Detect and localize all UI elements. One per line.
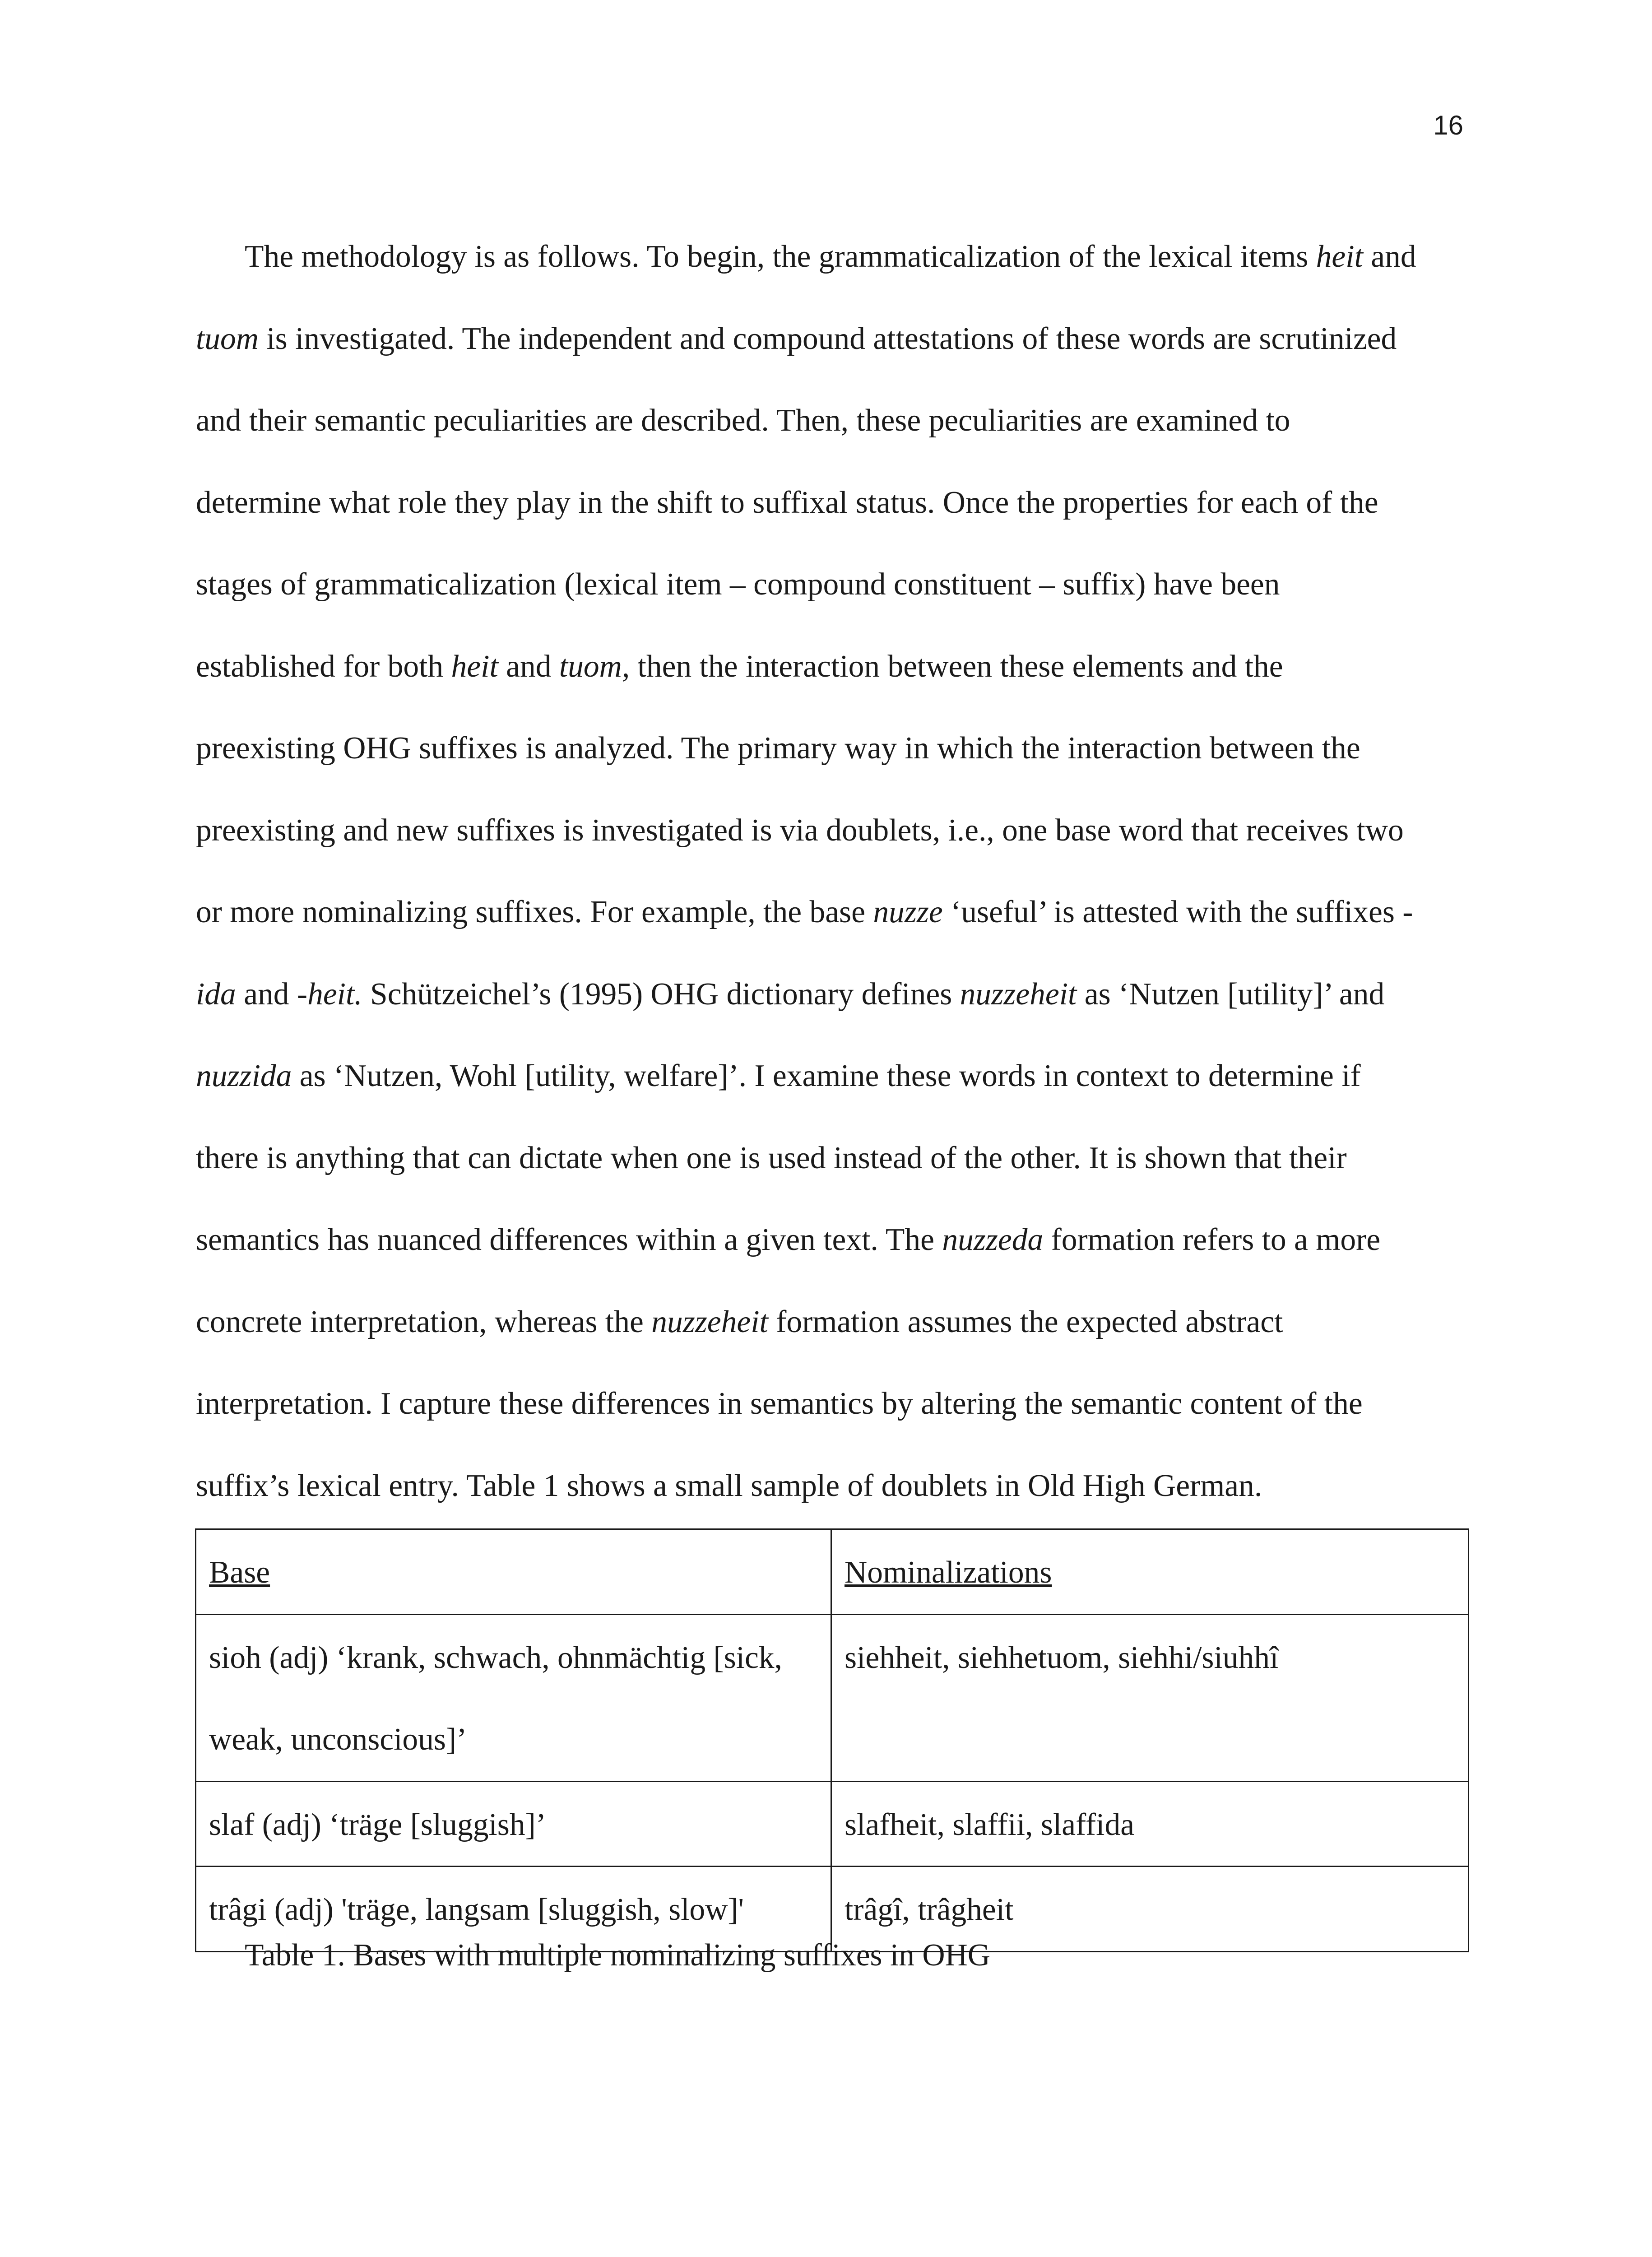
paragraph-line	[196, 380, 1468, 462]
nominalizations-text: slafheit, slaffii, slaffida	[845, 1807, 1135, 1842]
table-caption: Table 1. Bases with multiple nominalizing suffixes in OHG	[245, 1938, 990, 1973]
text-run: as ‘Nutzen [utility]’ and	[1077, 976, 1385, 1012]
italic-term: tuom	[196, 321, 259, 356]
text-run: or more nominalizing suffixes. For example, the base	[196, 895, 873, 929]
text-run: concrete interpretation, whereas the	[196, 1304, 652, 1339]
paragraph-line	[196, 1363, 1468, 1445]
page-number: 16	[1433, 110, 1463, 140]
methodology-paragraph	[196, 216, 1468, 1527]
paragraph-line	[196, 216, 1468, 298]
italic-term: nuzze	[873, 895, 943, 929]
table-row	[196, 1781, 1469, 1867]
paragraph-line	[196, 1281, 1468, 1363]
text-run: determine what role they play in the shift to suffixal status. Once the properties for each of the	[196, 485, 1378, 520]
nominalizations-text: siehheit, siehhetuom, siehhi/siuhhî	[845, 1640, 1279, 1675]
paragraph-line	[196, 789, 1468, 872]
text-run: formation assumes the expected abstract	[768, 1304, 1283, 1339]
base-text-line: slaf (adj) ‘träge [sluggish]’	[209, 1807, 546, 1842]
text-run: established for both	[196, 649, 451, 684]
text-run: semantics has nuanced differences within a given text. The	[196, 1222, 942, 1257]
italic-term: -heit.	[297, 976, 362, 1012]
paragraph-line	[196, 1445, 1468, 1527]
base-text-line: trâgi (adj) 'träge, langsam [sluggish, slow]'	[209, 1892, 744, 1927]
text-run: stages of grammaticalization (lexical item – compound constituent – suffix) have been	[196, 567, 1280, 602]
text-run: Schützeichel’s (1995) OHG dictionary defines	[362, 976, 960, 1012]
text-run: , then the interaction between these elements and the	[622, 649, 1283, 684]
text-run: is investigated. The independent and compound attestations of these words are scrutinized	[259, 321, 1397, 356]
italic-term: nuzzeheit	[960, 976, 1077, 1012]
text-run: and	[1363, 239, 1416, 274]
text-run: preexisting OHG suffixes is analyzed. The primary way in which the interaction between the	[196, 731, 1360, 766]
header-nominalizations: Nominalizations	[831, 1529, 1469, 1615]
table-header-row	[196, 1529, 1469, 1615]
paragraph-line	[196, 1199, 1468, 1281]
paragraph-line	[196, 543, 1468, 626]
text-run: ‘useful’ is attested with the suffixes -	[942, 895, 1413, 929]
base-text-line: sioh (adj) ‘krank, schwach, ohnmächtig [sick,	[209, 1640, 782, 1675]
italic-term: nuzzida	[196, 1059, 292, 1093]
text-run: The methodology is as follows. To begin, the grammaticalization of the lexical items	[245, 239, 1316, 274]
italic-term: nuzzeheit	[651, 1304, 768, 1339]
italic-term: heit	[451, 649, 498, 684]
paragraph-line	[196, 953, 1468, 1036]
paragraph-line	[196, 707, 1468, 789]
paragraph-line	[196, 1117, 1468, 1199]
base-text-line: weak, unconscious]’	[209, 1722, 467, 1757]
text-run: formation refers to a more	[1043, 1222, 1381, 1257]
text-run: and	[236, 976, 297, 1012]
table-row	[196, 1614, 1469, 1781]
italic-term: nuzzeda	[942, 1222, 1044, 1257]
text-run: as ‘Nutzen, Wohl [utility, welfare]’. I examine these words in context to determine if	[292, 1059, 1361, 1093]
base-cell	[196, 1614, 831, 1781]
paragraph-line	[196, 298, 1468, 380]
nominalizations-text: trâgî, trâgheit	[845, 1892, 1014, 1927]
doublets-table	[195, 1528, 1469, 1952]
text-run: interpretation. I capture these differences in semantics by altering the semantic content of the	[196, 1386, 1363, 1421]
nominalizations-cell	[831, 1781, 1469, 1867]
paragraph-line	[196, 626, 1468, 708]
italic-term: tuom	[559, 649, 622, 684]
text-run: and	[498, 649, 559, 684]
header-base: Base	[196, 1529, 831, 1615]
paragraph-line	[196, 871, 1468, 953]
italic-term: ida	[196, 976, 236, 1012]
base-cell	[196, 1781, 831, 1867]
italic-term: heit	[1316, 239, 1363, 274]
text-run: suffix’s lexical entry. Table 1 shows a small sample of doublets in Old High German.	[196, 1468, 1262, 1503]
nominalizations-cell	[831, 1614, 1469, 1781]
text-run: preexisting and new suffixes is investigated is via doublets, i.e., one base word that receives two	[196, 813, 1404, 848]
paragraph-line	[196, 1035, 1468, 1117]
text-run: and their semantic peculiarities are described. Then, these peculiarities are examined to	[196, 403, 1290, 438]
paragraph-line	[196, 462, 1468, 544]
text-run: there is anything that can dictate when one is used instead of the other. It is shown that their	[196, 1140, 1347, 1175]
